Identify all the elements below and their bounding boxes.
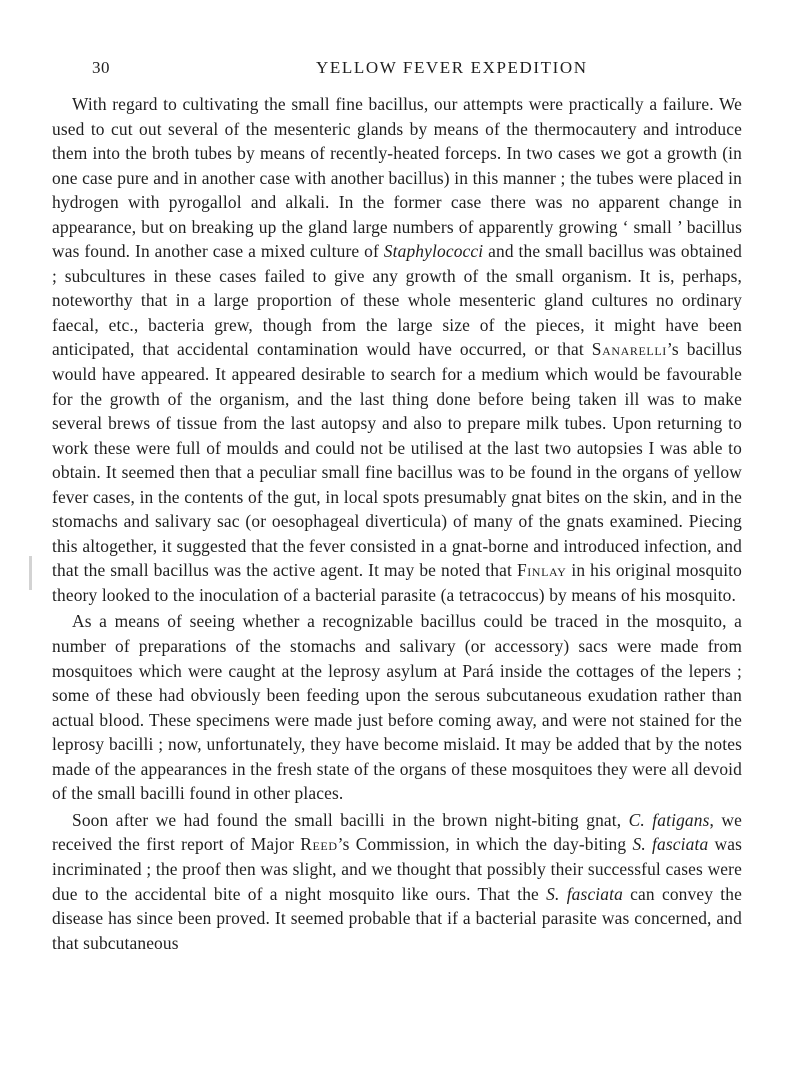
paragraph-2 (52, 609, 742, 805)
text-run: As a means of seeing whether a recognizable bacillus could be traced in the mosquito, a number of preparations of the stomachs and salivary (or accessory) sacs were made from mosquitoes which were caught at the leprosy asylum at Pará inside the cottages of the lepers ; some of these had obviously been feeding upon the serous subcutaneous exudation rather than actual blood. These specimens were made just before coming away, and were not stained for the leprosy bacilli ; now, unfortunately, they have become mislaid. It may be added that by the notes made of the appearances in the fresh state of the organs of these mosquitoes they were all devoid of the small bacilli found in other places. (52, 611, 742, 804)
margin-mark (29, 556, 32, 590)
text-run: in his original mosquito theory looked to the inoculation of a bacterial parasite (a tetracoccus) by means of his mosquito. (52, 560, 743, 605)
body-text (52, 92, 742, 955)
running-header (92, 58, 740, 82)
italic-term: Staphylococci (383, 241, 484, 262)
text-run: Soon after we had found the small bacilli in the brown night-biting gnat, (72, 809, 629, 830)
paragraph-3 (52, 808, 742, 955)
page-number: 30 (92, 58, 110, 77)
text-run: ’s Commission, in which the day-biting (337, 834, 633, 855)
author-name: Finlay (516, 560, 567, 581)
text-run: was incriminated ; the proof then was slight, and we thought that possibly their successful cases were due to the accidental bite of a night mosquito like ours. That the (52, 834, 743, 904)
author-name: Reed (300, 834, 338, 855)
author-name: Sanarelli (591, 339, 667, 360)
text-run: can convey the disease has since been proved. It seemed probable that if a bacterial parasite was concerned, and that subcutaneous (52, 883, 742, 953)
italic-term: S. fasciata (546, 883, 623, 904)
text-run: and the small bacillus was obtained ; subcultures in these cases failed to give any growth of the small organism. It is, perhaps, noteworthy that in a large proportion of these whole mesenteric gland cultures no ordinary faecal, etc., bacteria grew, though from the large size of the pieces, it might have been anticipated, that accidental contamination would have occurred, or that (52, 241, 742, 360)
text-run: With regard to cultivating the small fine bacillus, our attempts were practically a failure. We used to cut out several of the mesenteric glands by means of the thermocautery and introduce them into the broth tubes by means of recently-heated forceps. In two cases we got a growth (in one case pure and in another case with another bacillus) in this manner ; the tubes were placed in hydrogen with pyrogallol and alkali. In the former case there was no apparent change in appearance, but on breaking up the gland large numbers of apparently growing ‘ small ’ bacillus was found. In another case a mixed culture of (52, 94, 742, 262)
text-run: , we received the first report of Major (52, 809, 742, 855)
running-title: YELLOW FEVER EXPEDITION (316, 58, 588, 77)
italic-term: C. fatigans (628, 809, 710, 830)
italic-term: S. fasciata (632, 834, 709, 855)
text-run: ’s bacillus would have appeared. It appeared desirable to search for a medium which would be favourable for the growth of the organism, and the last thing done before being taken ill was to make several brews of tissue from the last autopsy and also to prepare milk tubes. Upon returning to work these were full of moulds and could not be utilised at the last two autopsies I was able to obtain. It seemed then that a peculiar small fine bacillus was to be found in the organs of yellow fever cases, in the contents of the gut, in local spots presumably gnat bites on the skin, and in the stomachs and salivary sac (or oesophageal diverticula) of many of the gnats examined. Piecing this altogether, it suggested that the fever consisted in a gnat-borne and introduced infection, and that the small bacillus was the active agent. It may be noted that (52, 339, 743, 581)
paragraph-1 (52, 92, 742, 607)
